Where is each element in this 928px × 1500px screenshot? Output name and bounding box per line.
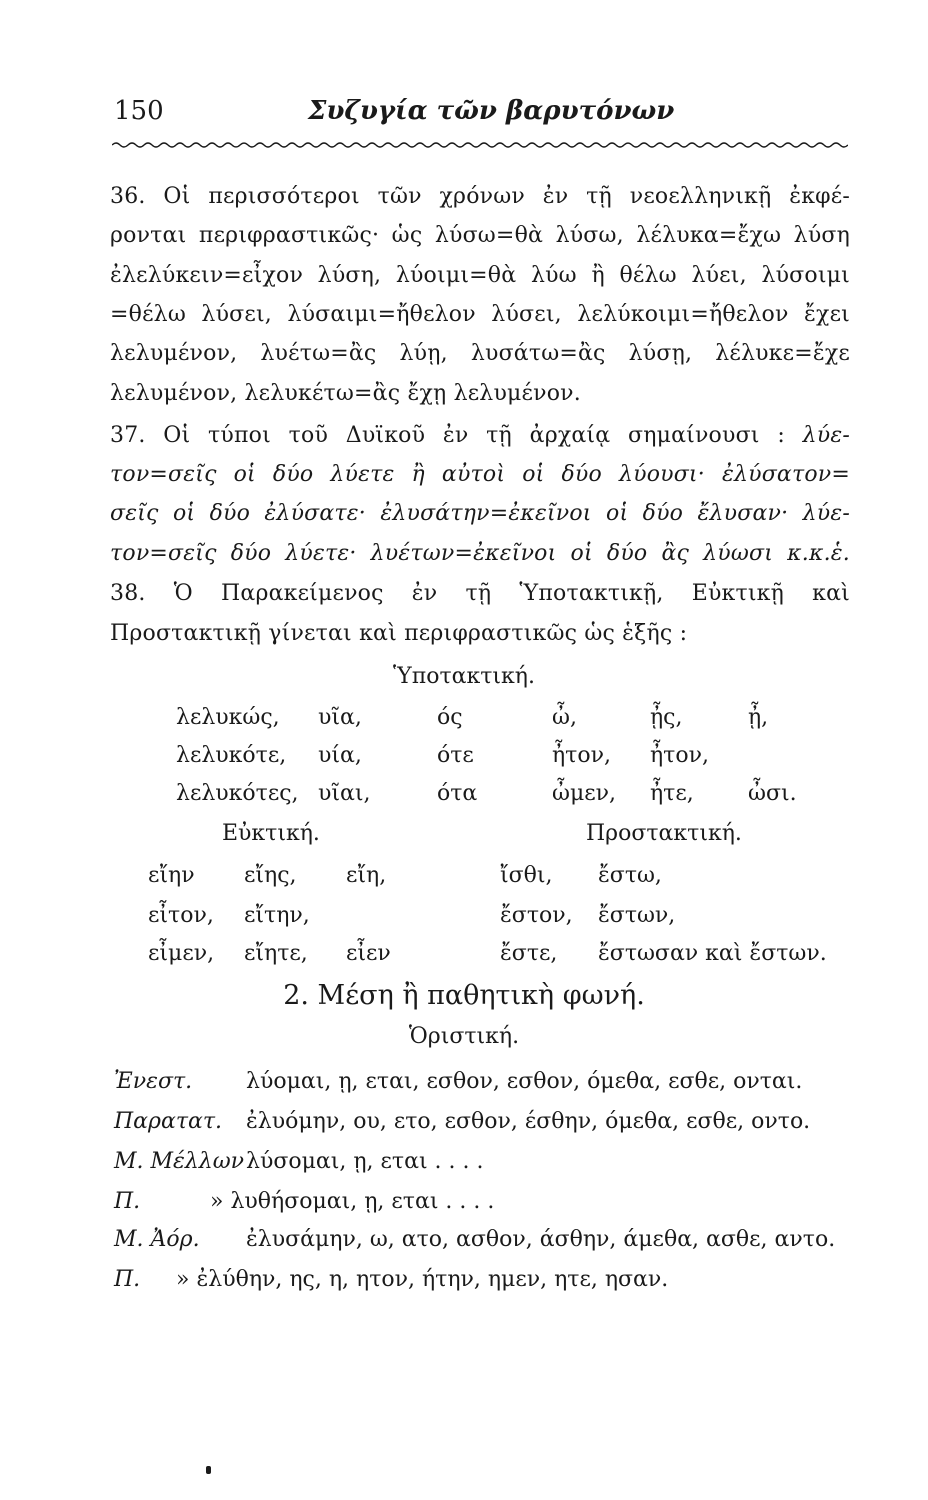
tense-label: Μ. Ἀόρ. <box>114 1227 200 1252</box>
optative-heading: Εὐκτική. <box>222 821 320 846</box>
tense-label: Π. <box>114 1189 141 1214</box>
imperative-cell: ἔστων, <box>598 903 676 928</box>
optative-cell: εἴτην, <box>244 903 310 928</box>
paragraph-37-line <box>110 461 850 489</box>
subjunctive-cell: ότε <box>437 743 474 768</box>
imperative-cell: ἔστον, <box>500 903 573 928</box>
subjunctive-cell: ἦτε, <box>650 781 694 806</box>
subjunctive-cell: ἦτον, <box>650 743 709 768</box>
subjunctive-cell: λελυκότες, <box>176 781 299 806</box>
ink-speck <box>206 1466 211 1474</box>
paragraph-36-line: λελυμένον, λυέτω=ἂς λύῃ, λυσάτω=ἂς λύσῃ, λέλυκε=ἔχε <box>110 341 850 366</box>
tense-forms: » ἐλύθην, ης, η, ητον, ήτην, ημεν, ητε, ησαν. <box>176 1267 669 1292</box>
optative-cell: εἴη, <box>346 863 387 888</box>
paragraph-36-line: λελυμένον, λελυκέτω=ἂς ἔχῃ λελυμένον. <box>110 381 581 406</box>
section-2-heading: 2. Μέση ἢ παθητικὴ φωνή. <box>283 980 645 1011</box>
paragraph-38-line: Προστακτικῇ γίνεται καὶ περιφραστικῶς ὡς ἑξῆς : <box>110 621 688 646</box>
indicative-heading: Ὁριστική. <box>408 1024 520 1049</box>
subjunctive-cell: ἦτον, <box>552 743 611 768</box>
paragraph-37-line <box>110 500 850 528</box>
tense-label: Μ. Μέλλων <box>114 1149 245 1174</box>
imperative-heading: Προστακτική. <box>586 821 742 846</box>
imperative-cell: ἔστε, <box>500 941 558 966</box>
subjunctive-cell: υία, <box>318 743 362 768</box>
subjunctive-cell: υῖα, <box>318 705 362 730</box>
paragraph-37-line <box>110 540 850 568</box>
optative-cell: εἶτον, <box>148 903 214 928</box>
optative-cell: εἴητε, <box>244 941 308 966</box>
optative-cell: εἶμεν, <box>148 941 215 966</box>
optative-cell: εἴης, <box>244 863 297 888</box>
subjunctive-cell: ᾖ, <box>748 705 769 730</box>
tense-forms: ἐλυόμην, ου, ετο, εσθον, έσθην, όμεθα, εσθε, οντο. <box>246 1109 811 1134</box>
imperative-cell: ἴσθι, <box>500 863 553 888</box>
tense-label: Π. <box>114 1267 141 1292</box>
subjunctive-cell: ότα <box>437 781 478 806</box>
optative-cell: εἶεν <box>346 941 391 966</box>
subjunctive-cell: ός <box>437 705 463 730</box>
tense-label: Ἐνεστ. <box>114 1069 193 1094</box>
subjunctive-heading: Ὑποτακτική. <box>393 664 535 689</box>
paragraph-38-line: 38. Ὁ Παρακείμενος ἐν τῇ Ὑποτακτικῇ, Εὐκτικῇ καὶ <box>110 581 850 606</box>
paragraph-37-italic: τον=σεῖς δύο λύετε· λυέτων=ἐκεῖνοι οἱ δύο ἂς λύωσι κ.κ.ἑ. <box>110 541 850 566</box>
imperative-cell: ἔστωσαν καὶ ἔστων. <box>598 941 827 966</box>
subjunctive-cell: λελυκότε, <box>176 743 287 768</box>
subjunctive-cell: λελυκώς, <box>176 705 280 730</box>
subjunctive-cell: ὦσι. <box>748 781 797 806</box>
paragraph-36-line: =θέλω λύσει, λύσαιμι=ἤθελον λύσει, λελύκοιμι=ἤθελον ἔχει <box>110 302 850 327</box>
tense-forms: λύομαι, ῃ, εται, εσθον, εσθον, όμεθα, εσθε, ονται. <box>246 1069 803 1094</box>
imperative-cell: ἔστω, <box>598 863 662 888</box>
paragraph-36-line: 36. Οἱ περισσότεροι τῶν χρόνων ἐν τῇ νεοελληνικῇ ἐκφέ- <box>110 184 850 209</box>
paragraph-36-line: ἐλελύκειν=εἶχον λύση, λύοιμι=θὰ λύω ἢ θέλω λύει, λύσοιμι <box>110 263 850 288</box>
paragraph-37-normal: 37. Οἱ τύποι τοῦ Δυϊκοῦ ἐν τῇ ἀρχαίᾳ σημαίνουσι : <box>110 423 803 448</box>
optative-cell: εἴην <box>148 863 195 888</box>
subjunctive-cell: υῖαι, <box>318 781 371 806</box>
tense-forms: ἐλυσάμην, ω, ατο, ασθον, άσθην, άμεθα, ασθε, αντο. <box>246 1227 836 1252</box>
paragraph-37-italic: λύε- <box>802 423 850 448</box>
subjunctive-cell: ᾖς, <box>650 705 683 730</box>
tense-forms: » λυθήσομαι, ῃ, εται . . . . <box>210 1189 495 1214</box>
paragraph-36-line: ρονται περιφραστικῶς· ὡς λύσω=θὰ λύσω, λέλυκα=ἔχω λύση <box>110 223 850 248</box>
tense-forms: λύσομαι, ῃ, εται . . . . <box>246 1149 484 1174</box>
page-number: 150 <box>114 96 164 126</box>
paragraph-37-line <box>110 422 850 450</box>
page-header <box>108 96 848 136</box>
subjunctive-cell: ὦ, <box>552 705 577 730</box>
tense-label: Παρατατ. <box>114 1109 223 1134</box>
wavy-rule-divider <box>112 140 848 150</box>
paragraph-37-italic: σεῖς οἱ δύο ἐλύσατε· ἐλυσάτην=ἐκεῖνοι οἱ δύο ἔλυσαν· λύε- <box>110 501 850 526</box>
running-title: Συζυγία τῶν βαρυτόνων <box>308 96 675 126</box>
paragraph-37-italic: τον=σεῖς οἱ δύο λύετε ἢ αὐτοὶ οἱ δύο λύουσι· ἐλύσατον= <box>110 462 850 487</box>
subjunctive-cell: ὦμεν, <box>552 781 617 806</box>
